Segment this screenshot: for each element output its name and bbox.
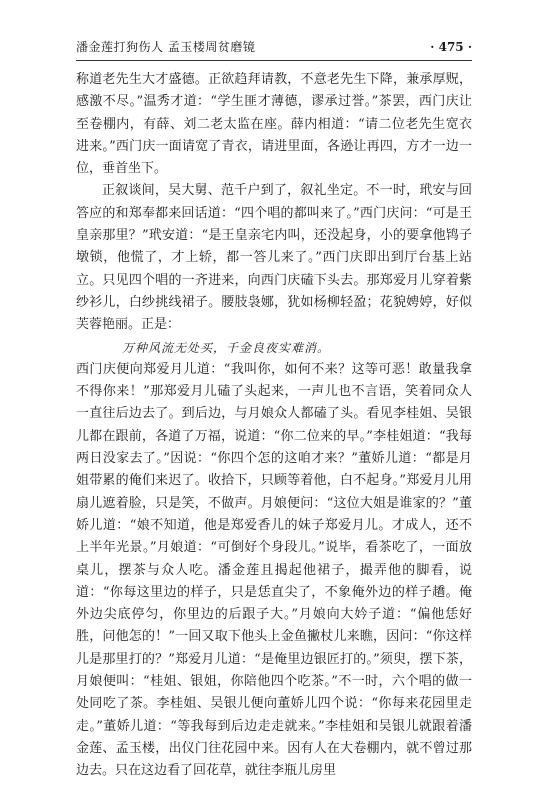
verse-line: 万种风流无处买，千金良夜实难消。 — [122, 340, 331, 355]
body-text — [76, 69, 472, 783]
header-rule — [76, 60, 472, 61]
paragraph: 西门庆便向郑爱月儿道：“我叫你，如何不来？这等可恶！敢量我拿不得你来！”那郑爱月儿磕了头起来，一声儿也不言语，笑着同众人一直往后边去了。到后边，与月娘众人都磕了头。看见李桂姐、吴银儿都在跟前，各道了万福，说道：“你二位来的早。”李桂姐道：“我每两日没家去了。”因说：“你四个怎的这咱才来？”董娇儿道：“都是月姐带累的俺们来迟了。收拾下，只顾等着他，白不起身。”郑爱月儿用扇儿遮着脸，只是笑，不做声。月娘便问：“这位大姐是谁家的？”董娇儿道：“娘不知道，他是郑爱香儿的妹子郑爱月儿。才成人，还不上半年光景。”月娘道：“可倒好个身段儿。”说毕，看茶吃了，一面放桌儿，摆茶与众人吃。潘金莲且揭起他裙子，撮弄他的脚看，说道：“你每这里边的样子，只是恁直尖了，不象俺外边的样子趫。俺外边尖底停匀，你里边的后跟子大。”月娘向大妗子道：“偏他恁好胜，问他怎的！”一回又取下他头上金鱼撇杖儿来瞧，因问：“你这样儿是那里打的？”郑爱月儿道：“是俺里边银匠打的。”须臾，摆下茶，月娘便叫：“桂姐、银姐，你陪他四个吃茶。”不一时，六个唱的做一处同吃了茶。李桂姐、吴银儿便向董娇儿四个说：“你每来花园里走走。”董娇儿道：“等我每到后边走走就来。”李桂姐和吴银儿就跟着潘金莲、孟玉楼，出仪门往花园中来。因有人在大卷棚内，就不曾过那边去。只在这边看了回花草，就往李瓶儿房里 — [76, 361, 472, 779]
running-header — [76, 38, 472, 56]
running-title: 潘金莲打狗伤人 孟玉楼周贫磨镜 — [76, 40, 256, 54]
paragraph: 正叙谈间，吴大舅、范千户到了，叙礼坐定。不一时，玳安与回答应的和郑奉都来回话道：“四个唱的都叫来了。”西门庆问：“可是王皇亲那里？”玳安道：“是王皇亲宅内叫，还没起身，小的要拿他鸨子墩锁，他慌了，才上轿，都一答儿来了。”西门庆即出到厅台基上站立。只见四个唱的一齐进来，向西门庆磕下头去。那郑爱月儿穿着紫纱衫儿，白纱挑线裙子。腰肢袅娜，犹如杨柳轻盈；花貌娉婷，好似芙蓉艳丽。正是： — [76, 183, 472, 333]
page-number: · 475 · — [430, 40, 472, 54]
paragraph: 称道老先生大才盛德。正欲趋拜请教，不意老先生下降，兼承厚贶，感激不尽。”温秀才道：“学生匪才薄德，谬承过誉。”茶罢，西门庆让至卷棚内，有薛、刘二老太监在座。薛内相道：“请二位老先生宽衣进来。”西门庆一面请宽了青衣，请进里面，各逊让再四，方才一边一位，垂首坐下。 — [76, 72, 472, 177]
